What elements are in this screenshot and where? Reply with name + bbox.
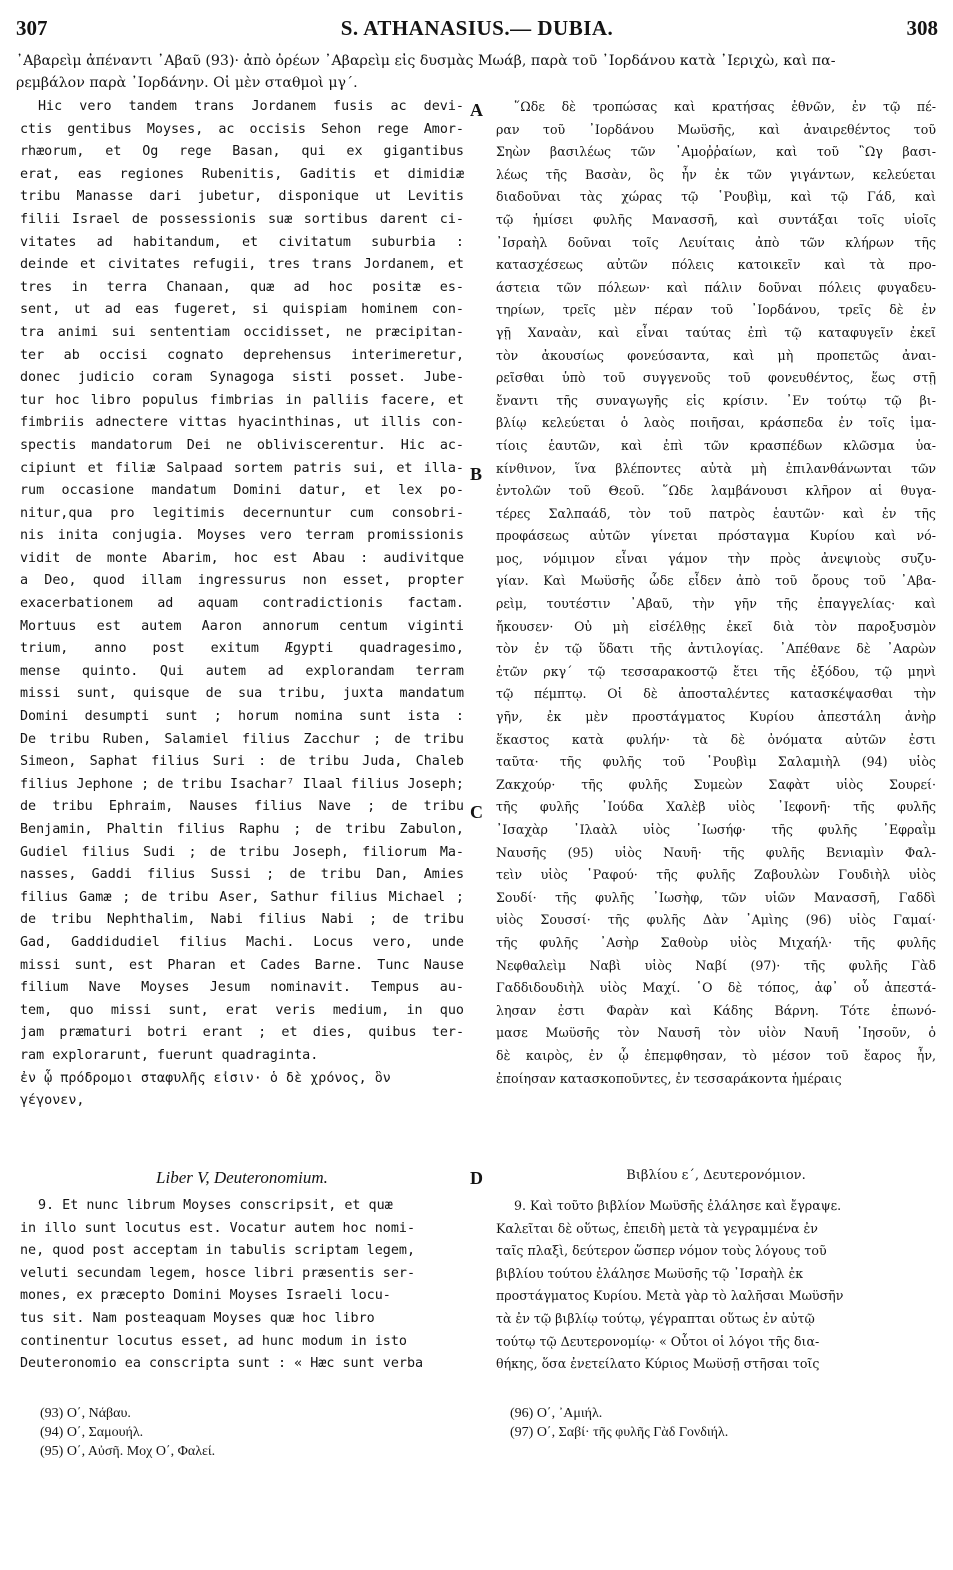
latin-text-line: tem, quo missi sunt, erat veris medium, in quo: [20, 1002, 464, 1018]
greek-text-line: ρεῖσθαι ὑπὸ τοῦ συγγενοῦς τοῦ φονευθέντος, ἕως στῇ: [496, 370, 936, 386]
greek-text-line: γίαν. Καὶ Μωϋσῆς ὧδε εἶδεν ἀπὸ τοῦ ὄρους τοῦ ᾿Αβα-: [496, 573, 936, 589]
greek-text-line: κίνθινον, ἵνα βλέποντες αὐτὰ μὴ ἐπιλανθάνωνται τῶν: [496, 460, 936, 476]
margin-letter-d: D: [470, 1168, 483, 1188]
greek-text-line: μος, νόμιμον εἶναι γάμον τὴν πρὸς ἀνεψιοὺς συζυ-: [496, 550, 936, 566]
latin-text-line: donec judicio coram Synagoga sisti posset. Jube-: [20, 370, 464, 386]
latin-text-line: Deuteronomio ea conscripta sunt : « Hæc sunt verba: [20, 1356, 424, 1372]
greek-text-line: ἐντολῶν τοῦ Θεοῦ. ῞Ωδε λαμβάνουσι κλῆρον αἱ θυγα-: [496, 483, 936, 499]
greek-column: [496, 96, 936, 1090]
greek-text-line: τούτῳ τῷ Δευτερονομίῳ· « Οὗτοι οἱ λόγοι τῆς δια-: [496, 1333, 820, 1349]
margin-letter-c: C: [470, 802, 483, 822]
latin-section-column: [20, 1195, 464, 1376]
latin-text-line: de tribu Nephthalim, Nabi filius Nabi ; de tribu: [20, 912, 464, 928]
section-title-greek: Βιβλίου ε΄, Δευτερονόμιον.: [626, 1168, 806, 1183]
greek-text-line: θήκης, ὅσα ἐνετείλατο Κύριος Μωϋσῇ στῆσαι τοῖς: [496, 1356, 820, 1372]
latin-text-line: Mortuus est autem Aaron annorum centum viginti: [20, 618, 464, 634]
page-number-left: 307: [16, 16, 48, 40]
greek-text-line: ἐποίησαν κατασκοποῦντες, ἐν τεσσαράκοντα ἡμέραις: [496, 1070, 842, 1086]
latin-text-line: deinde et civitates refugii, tres trans Jordanem, et: [20, 257, 464, 273]
footnotes-left: [40, 1404, 420, 1461]
greek-text-line: ταῦτα· τῆς φυλῆς τοῦ ῾Ρουβὶμ Σαλαμιὴλ (94) υἱὸς: [496, 754, 936, 770]
latin-text-line: tres in terra Chanaan, quæ ad hoc positæ es-: [20, 279, 464, 295]
greek-text-line: βιβλίου τούτου ἐλάλησε Μωϋσῆς τῷ ᾿Ισραὴλ ἐκ: [496, 1265, 804, 1281]
latin-text-line: Simeon, Saphat filius Suri : de tribu Juda, Chaleb: [20, 754, 464, 770]
section-title-latin: Liber V, Deuteronomium.: [156, 1168, 328, 1187]
footnote: (93) Ο΄, Νάβαυ.: [40, 1406, 131, 1421]
greek-text-line: κατασχέσεως αὐτῶν πόλεις κατοικεῖν καὶ τὰ προ-: [496, 257, 936, 273]
greek-text-line: τῆς φυλῆς ᾿Ιούδα Χαλὲβ υἱὸς ᾿Ιεφονῆ· τῆς φυλῆς: [496, 799, 936, 815]
latin-text-line: spectis mandatorum Dei ne obliviscerentur. Hic ac-: [20, 437, 464, 453]
latin-text-line: missi sunt, est Pharan et Cades Barne. Tunc Nause: [20, 957, 464, 973]
latin-text-line: exacerbationem ad aquam contradictionis factam.: [20, 596, 464, 612]
footnotes-right: [510, 1404, 930, 1442]
top-greek-line: ρεμβάλον παρὰ ᾿Ιορδάνην. Οἱ μὲν σταθμοὶ μγ΄.: [16, 75, 358, 91]
latin-text-line: continentur locutus esset, ad hunc modum in isto: [20, 1333, 407, 1349]
latin-text-line: tribu Manasse dari jubetur, disponique ut Levitis: [20, 189, 464, 205]
greek-text-line: τέρες Σαλπαάδ, τὸν τοῦ πατρὸς ἑαυτῶν· καὶ ἐν τῆς: [496, 505, 936, 521]
page-header: [16, 8, 938, 44]
latin-text-line: trium, anno post exitum Ægypti quadragesimo,: [20, 641, 464, 657]
margin-letter-a: A: [470, 100, 483, 120]
latin-text-line: mones, ex præcepto Domini Moyses Israeli locu-: [20, 1288, 391, 1304]
latin-text-line: 9. Et nunc librum Moyses conscripsit, et quæ: [38, 1198, 393, 1213]
latin-text-line: ter ab occisi cognato deprehensus interimeretur,: [20, 347, 464, 363]
latin-text-line: jam præmaturi botri erant ; et dies, quibus ter-: [20, 1025, 464, 1041]
latin-text-line: a Deo, quod illam ingressurus non esset, propter: [20, 573, 464, 589]
greek-text-line: ἤκουσεν· Οὐ μὴ εἰσέλθῃς ἐκεῖ διὰ τὸν παροξυσμὸν: [496, 618, 936, 634]
latin-text-line: de tribu Ephraim, Nauses filius Nave ; de tribu: [20, 799, 464, 815]
greek-text-line: ῞Ωδε δὲ τροπώσας καὶ κρατήσας ἐθνῶν, ἐν τῷ πέ-: [514, 99, 936, 114]
latin-text-line: erat, eas regiones Rubenitis, Gaditis et dimidiæ: [20, 166, 464, 182]
greek-text-line: τῷ ἡμίσει φυλῆς Μανασσῆ, καὶ συντάξαι τοῖς υἱοῖς: [496, 211, 936, 227]
greek-text-line: ρεὶμ, τουτέστιν ᾿Αβαῦ, τὴν γῆν τῆς ἐπαγγελίας· καὶ: [496, 596, 936, 612]
latin-text-line: mense quinto. Qui autem ad explorandam terram: [20, 663, 464, 679]
greek-text-line: ἕκαστος κατὰ φυλήν· τὰ δὲ ὀνόματα αὐτῶν ἐστι: [496, 731, 936, 747]
latin-text-line: rhæorum, et Og rege Basan, qui ex gigantibus: [20, 144, 464, 160]
greek-text-line: τῆς φυλῆς ᾿Ασὴρ Σαθοὺρ υἱὸς Μιχαήλ· τῆς φυλῆς: [496, 934, 936, 950]
latin-text-line: filium Nave Moyses Jesum nominavit. Tempus au-: [20, 980, 464, 996]
latin-text-line: tus sit. Nam posteaquam Moyses quæ hoc libro: [20, 1310, 375, 1326]
latin-text-line: filii Israel de possessionis suæ sortibus darent ci-: [20, 211, 464, 227]
greek-text-line: ᾿Ισραὴλ δοῦναι τοῖς Λευίταις ἀπὸ τῶν κλήρων τῆς: [496, 234, 936, 250]
greek-text-line: ᾿Ισαχὰρ ᾿Ιλαὰλ υἱὸς ᾿Ιωσήφ· τῆς φυλῆς ᾿Εφραῒμ: [496, 822, 936, 837]
latin-text-line: nitur,qua pro legitimis decernuntur cum consobri-: [20, 505, 464, 521]
latin-text-line: Gad, Gaddidudiel filius Machi. Locus vero, unde: [20, 934, 464, 950]
latin-text-line: vitates ad habitandum, et civitatum suburbia :: [20, 234, 464, 250]
greek-text-line: τίοις ἑαυτῶν, καὶ ἐπὶ τῶν κρασπέδων κλῶσμα ὑα-: [496, 437, 936, 453]
latin-text-line: ne, quod post acceptam in tabulis scriptam legem,: [20, 1243, 416, 1259]
latin-text-line: fimbriis adnectere vittas hyacinthinas, ut illis con-: [20, 415, 464, 431]
latin-text-line: in illo sunt locutus est. Vocatur autem hoc nomi-: [20, 1220, 416, 1236]
footnote: (95) Ο΄, Αὐσῆ. Μοχ Ο΄, Φαλεί.: [40, 1444, 216, 1459]
greek-text-line: άστεια τῶν πόλεων· καὶ πάλιν δοῦναι πόλεις φυγαδευ-: [496, 279, 936, 295]
footnote: (97) Ο΄, Σαβί· τῆς φυλῆς Γὰδ Γονδιήλ.: [510, 1425, 729, 1440]
greek-text-line: τεὶν υἱὸς ῾Ραφού· τῆς φυλῆς Ζαβουλὼν Γουδιὴλ υἱὸς: [496, 867, 936, 883]
latin-text-line: γέγονεν,: [20, 1093, 85, 1109]
latin-text-line: missi sunt, quisque de sua tribu, juxta mandatum: [20, 686, 464, 702]
greek-text-line: γῆν, ἐκ μὲν προστάγματος Κυρίου ἀπεστάλη ἀνὴρ: [496, 709, 936, 725]
latin-text-line: ἐν ᾧ πρόδρομοι σταφυλῆς εἰσιν· ὁ δὲ χρόνος, ὃν: [20, 1070, 391, 1086]
latin-text-line: Benjamin, Phaltin filius Raphu ; de tribu Zabulon,: [20, 822, 464, 837]
greek-text-line: Γαδδιδουδιὴλ υἱὸς Μαχί. ῾Ο δὲ τόπος, ἀφ᾿ οὗ ἀπεστά-: [496, 980, 936, 996]
top-greek-line: ᾿Αβαρεὶμ ἀπέναντι ᾿Αβαῦ (93)· ἀπὸ ὀρέων ᾿Αβαρεὶμ εἰς δυσμὰς Μωάβ, παρὰ τοῦ ᾿Ιορδάνου κατὰ ᾿Ιεριχὼ, καὶ πα-: [16, 53, 836, 69]
latin-text-line: Gudiel filius Sudi ; de tribu Joseph, filiorum Ma-: [20, 844, 464, 860]
greek-text-line: λησαν ἐστι Φαρὰν καὶ Κάδης Βάρνη. Τότε ἐπωνό-: [496, 1002, 936, 1018]
greek-section-column: [496, 1195, 936, 1376]
latin-text-line: cipiunt et filiæ Salpaad sortem patris sui, et illa-: [20, 460, 464, 476]
latin-text-line: Domini desumpti sunt ; horum nomina sunt ista :: [20, 709, 464, 725]
footnote: (94) Ο΄, Σαμουήλ.: [40, 1425, 144, 1440]
greek-text-line: τηρίων, τρεῖς μὲν πέραν τοῦ ᾿Ιορδάνου, τρεῖς δὲ ἐν: [496, 302, 936, 318]
greek-text-line: λέως τῆς Βασὰν, ὃς ἦν ἐκ τῶν γιγάντων, κελεύεται: [496, 166, 936, 182]
greek-text-line: τὰ ἐν τῷ βιβλίῳ τούτῳ, γέγραπται οὕτως ἐν αὐτῷ: [496, 1310, 815, 1326]
greek-text-line: ταῖς πλαξὶ, δεύτερον ὥσπερ νόμον τοὺς λόγους τοῦ: [496, 1243, 827, 1259]
latin-text-line: sent, ut ad eas fugeret, si quispiam hominem con-: [20, 302, 464, 318]
latin-text-line: nis inita conjugia. Moyses vero terram promissionis: [20, 528, 464, 544]
latin-text-line: vidit de monte Abarim, hoc est Abau : audivitque: [20, 550, 464, 566]
greek-text-line: Σηὼν βασιλέως τῶν ᾿Αμοῤῥαίων, καὶ τοῦ ῍Ωγ βασι-: [496, 144, 936, 160]
greek-text-line: ἔναντι τῆς συναγωγῆς εἰς κρίσιν. ᾿Εν τούτῳ τῷ βι-: [496, 392, 936, 408]
running-title: S. ATHANASIUS.— DUBIA.: [340, 16, 614, 40]
latin-text-line: filius Jephone ; de tribu Isachar⁷ Ilaal filius Joseph;: [20, 776, 464, 792]
greek-text-line: προφάσεως αὐτῶν γίνεται πρόσταγμα Κυρίου καὶ νό-: [496, 528, 936, 544]
margin-letter-b: B: [470, 464, 483, 484]
footnote: (96) Ο΄, ᾿Αμιήλ.: [510, 1406, 603, 1421]
greek-text-line: 9. Καὶ τοῦτο βιβλίον Μωϋσῆς ἐλάλησε καὶ ἔγραψε.: [514, 1198, 842, 1213]
latin-text-line: filius Gamæ ; de tribu Aser, Sathur filius Michael ;: [20, 889, 464, 905]
greek-text-line: δὲ καιρὸς, ἐν ᾧ ἐπεμφθησαν, τὸ μέσον τοῦ ἔαρος ἦν,: [496, 1047, 936, 1063]
greek-text-line: προστάγματος Κυρίου. Μετὰ γὰρ τὸ λαλῆσαι Μωϋσῆν: [496, 1288, 844, 1304]
latin-text-line: tra animi sui sententiam occidisset, ne præcipitan-: [20, 324, 464, 340]
greek-text-line: Καλεῖται δὲ οὕτως, ἐπειδὴ μετὰ τὰ γεγραμμένα ἐν: [496, 1220, 818, 1236]
greek-text-line: τὸν ἐν τῷ ὕδατι τῆς ἀντιλογίας. ᾿Απέθανε δὲ ᾿Ααρὼν: [496, 641, 936, 657]
latin-text-line: rum occasione mandatum Domini datur, et lex po-: [20, 483, 464, 499]
greek-text-line: Ναυσῆς (95) υἱὸς Ναυῆ· τῆς φυλῆς Βενιαμὶν Φαλ-: [496, 844, 936, 860]
greek-text-line: Σουδί· τῆς φυλῆς ᾿Ιωσὴφ, τῶν υἱῶν Μανασσῆ, Γαδδὶ: [496, 889, 936, 905]
greek-text-line: ἐτῶν ρκγ΄ τῷ τεσσαρακοστῷ ἔτει τῆς ἐξόδου, τῷ μηνὶ: [496, 663, 936, 679]
greek-text-line: υἱὸς Σουσσί· τῆς φυλῆς Δὰν ᾿Αμὶης (96) υἱὸς Γαμαί·: [496, 912, 936, 928]
greek-text-line: ραν τοῦ ᾿Ιορδάνου Μωϋσῆς, καὶ ἀναιρεθέντος τοῦ: [496, 121, 936, 137]
latin-text-line: veluti secundam legem, hosce libri præsentis ser-: [20, 1265, 416, 1281]
greek-text-line: τὸν ἀκουσίως φονεύσαντα, καὶ μὴ προπετῶς ἀναι-: [496, 347, 936, 363]
greek-text-line: Νεφθαλεὶμ Ναβὶ υἱὸς Ναβί (97)· τῆς φυλῆς Γὰδ: [496, 957, 936, 973]
greek-text-line: βλίῳ κελεύεται ὁ λαὸς ποιῆσαι, κράσπεδα ἐν τοῖς ἱμα-: [496, 415, 936, 431]
greek-text-line: γῇ Χαναὰν, καὶ εἶναι ταύτας ἐπὶ τῷ καταφυγεῖν ἐκεῖ: [496, 324, 936, 340]
greek-text-line: μασε Μωϋσῆς τὸν Ναυσῆ τὸν υἱὸν Ναυῆ ᾿Ιησοῦν, ὁ: [496, 1025, 936, 1041]
latin-text-line: ram explorarunt, fuerunt quadraginta.: [20, 1047, 319, 1063]
latin-text-line: Hic vero tandem trans Jordanem fusis ac devi-: [38, 99, 464, 114]
latin-text-line: De tribu Ruben, Salamiel filius Zacchur ; de tribu: [20, 731, 464, 747]
latin-column: [20, 96, 464, 1113]
page-number-right: 308: [906, 16, 938, 40]
latin-text-line: tur hoc libro populus fimbrias in palliis facere, et: [20, 392, 464, 408]
greek-text-line: Ζακχούρ· τῆς φυλῆς Συμεὼν Σαφὰτ υἱὸς Σουρεί·: [496, 776, 936, 792]
latin-text-line: nasses, Gaddi filius Sussi ; de tribu Dan, Amies: [20, 867, 464, 883]
greek-text-line: τῷ πέμπτῳ. Οἱ δὲ ἀποσταλέντες κατασκέψασθαι τὴν: [496, 686, 936, 702]
greek-text-line: διαδοῦναι τὰς χώρας τῷ ῾Ρουβὶμ, καὶ τῷ Γάδ, καὶ: [496, 189, 936, 205]
latin-text-line: ctis gentibus Moyses, ac occisis Sehon rege Amor-: [20, 121, 464, 137]
